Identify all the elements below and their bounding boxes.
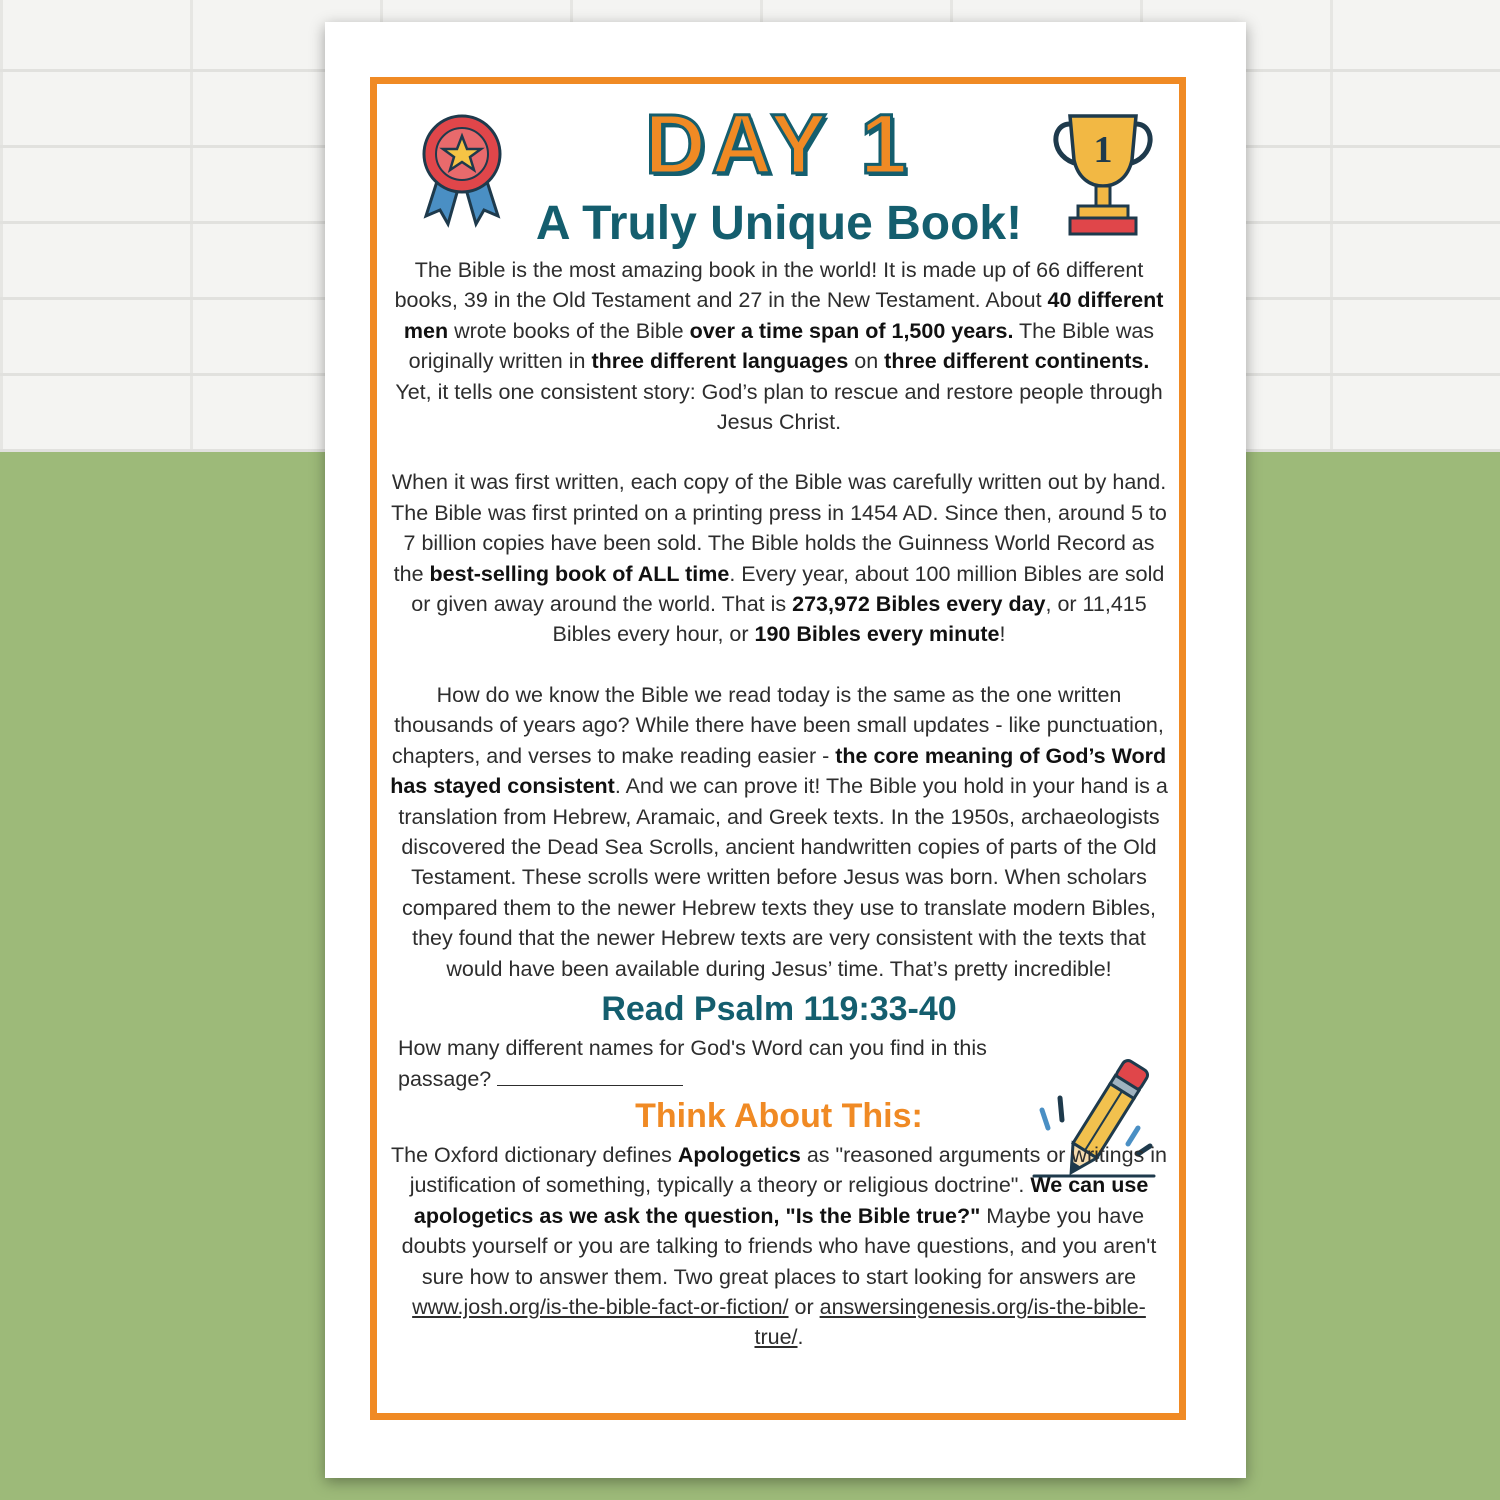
apologetics-paragraph: The Oxford dictionary defines Apologetics as "reasoned arguments or writings in justification of something, typically a theory or religious doctrine". We can use apologetics as we ask the question, "Is the Bible true?" Maybe you have doubts yourself or you are talking to friends who have questions, and you aren't sure how to answer them. Two great places to start looking for answers are www.josh.org/is-the-bible-fact-or-fiction/ or answersingenesis.org/is-the-bible-true/. [391,1142,1167,1350]
accuracy-paragraph: How do we know the Bible we read today is the same as the one written thousands of years ago? While there have been small updates - like punctuation, chapters, and verses to make reading easier - the core meaning of God’s Word has stayed consistent. And we can prove it! The Bible you hold in your hand is a translation from Hebrew, Aramaic, and Greek texts. In the 1950s, archaeologists discovered the Dead Sea Scrolls, ancient handwritten copies of parts of the Old Testament. These scrolls were written before Jesus was born. When scholars compared them to the newer Hebrew texts they use to translate modern Bibles, they found that the newer Hebrew texts are very consistent with the texts that would have been available during Jesus’ time. That’s pretty incredible! [390,682,1168,981]
page-title: A Truly Unique Book! [535,197,1023,250]
answers-in-genesis-link[interactable]: answersingenesis.org/is-the-bible-true/ [754,1294,1146,1350]
day-title: DAY 1 [644,97,914,191]
worksheet-content [388,97,1170,1353]
trophy-number: 1 [1093,129,1113,171]
reading-question: How many different names for God's Word can you find in this passage? [398,1035,987,1091]
josh-org-link[interactable]: www.josh.org/is-the-bible-fact-or-fiction/ [412,1294,789,1319]
intro-paragraph: The Bible is the most amazing book in the world! It is made up of 66 different books, 39 in the Old Testament and 27 in the New Testament. About 40 different men wrote books of the Bible over a time span of 1,500 years. The Bible was originally written in three different languages on three different continents. Yet, it tells one consistent story: God’s plan to rescue and restore people through Jesus Christ. [394,258,1164,435]
answer-blank[interactable] [497,1067,683,1086]
history-paragraph: When it was first written, each copy of the Bible was carefully written out by hand. The Bible was first printed on a printing press in 1454 AD. Since then, around 5 to 7 billion copies have been sold. The Bible holds the Guinness World Record as the best-selling book of ALL time. Every year, about 100 million Bibles are sold or given away around the world. That is 273,972 Bibles every day, or 11,415 Bibles every hour, or 190 Bibles every minute! [391,470,1167,647]
think-title: Think About This: [635,1096,923,1135]
reading-title: Read Psalm 119:33-40 [601,989,957,1028]
